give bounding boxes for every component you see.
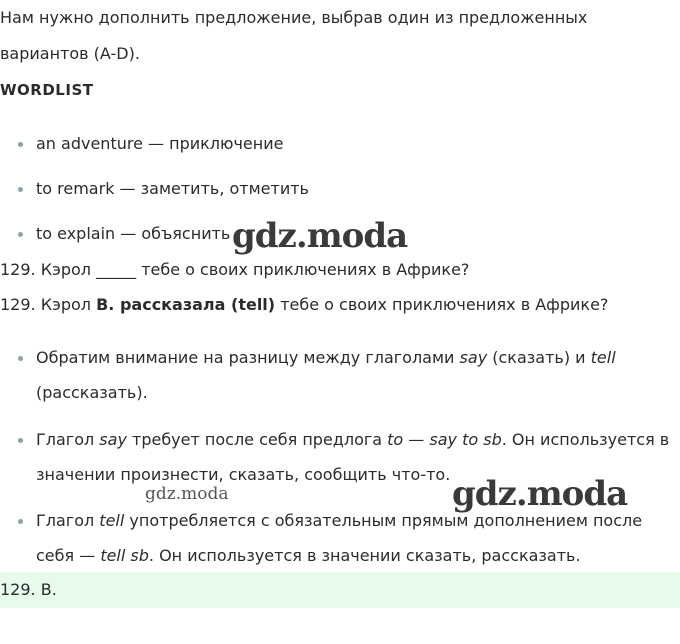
intro-line-1: Нам нужно дополнить предложение, выбрав один из предложенных — [0, 8, 588, 27]
wordlist-item-text: an adventure — приключение — [36, 134, 284, 153]
intro-line-2: вариантов (A-D). — [0, 44, 140, 63]
answer-prefix: 129. Кэрол — [0, 295, 97, 314]
answer-suffix: тебе о своих приключениях в Африке? — [275, 295, 609, 314]
wordlist-item-text: to explain — объяснить — [36, 224, 231, 243]
note-line: Обратим внимание на разницу между глаголами say (сказать) и tell — [36, 348, 616, 367]
watermark-logo: gdz.moda — [452, 474, 628, 514]
watermark-logo: gdz.moda — [145, 484, 229, 504]
bullet-icon — [18, 142, 23, 147]
watermark-logo: gdz.moda — [232, 216, 408, 256]
wordlist-item-text: to remark — заметить, отметить — [36, 179, 309, 198]
note-line: Глагол tell употребляется с обязательным прямым дополнением после — [36, 511, 643, 530]
note-line: Глагол say требует после себя предлога to — say to sb. Он используется в — [36, 430, 670, 449]
bullet-icon — [18, 438, 23, 443]
note-line: значении произнести, сказать, сообщить что-то. — [36, 465, 451, 484]
bullet-icon — [18, 187, 23, 192]
answer-bold: B. рассказала (tell) — [96, 295, 276, 314]
note-line: (рассказать). — [36, 383, 148, 402]
bullet-icon — [18, 232, 23, 237]
question-answered — [0, 295, 608, 315]
bullet-icon — [18, 356, 23, 361]
bullet-icon — [18, 519, 23, 524]
question-text: 129. Кэрол _____ тебе о своих приключениях в Африке? — [0, 260, 470, 279]
final-answer: 129. B. — [0, 580, 57, 599]
wordlist-heading: WORDLIST — [0, 81, 94, 99]
final-answer-bar — [0, 572, 680, 608]
note-line: себя — tell sb. Он используется в значении сказать, рассказать. — [36, 546, 581, 565]
